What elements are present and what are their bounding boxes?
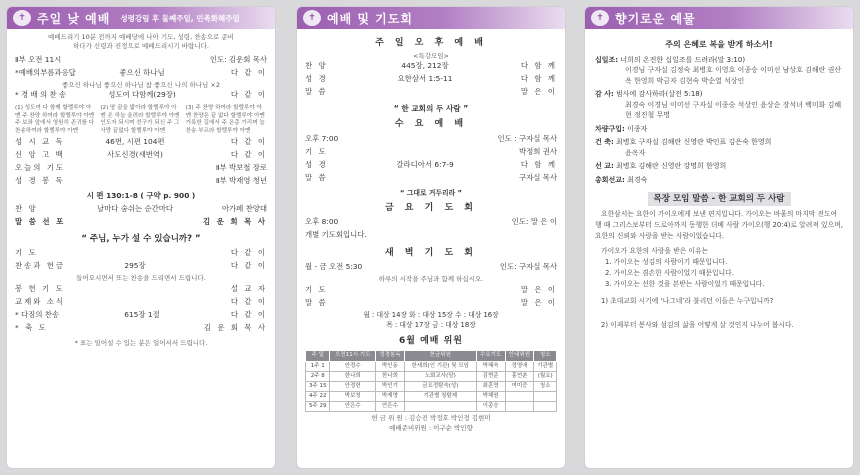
roster-cell: 3주 15 xyxy=(306,381,330,391)
program-row: * 경 배 의 찬 송 성도여 다함께(29장) 다 같 이 xyxy=(15,89,267,99)
roster-cell xyxy=(534,392,557,402)
offering-names: 최병호 김해란 신영란 강명희 한영희 xyxy=(613,162,727,171)
offering-item xyxy=(595,175,843,186)
offering-category: 차량구입: xyxy=(595,124,625,133)
church-logo-icon: ✝ xyxy=(13,10,31,26)
roster-title: 6월 예배 위원 xyxy=(399,335,463,346)
roster-cell: 한나희 xyxy=(330,371,376,381)
roster-cell: 1주 1 xyxy=(306,361,330,371)
roster-note: 예배준비위원 : 이구순 박인향 xyxy=(389,423,473,432)
roster-row xyxy=(306,381,557,391)
offering-category: 총회선교: xyxy=(595,175,625,184)
roster-cell: 박보청 xyxy=(330,392,376,402)
offering-category: 십일조: xyxy=(595,55,619,64)
roster-cell: 금요정탐숙(성) xyxy=(404,381,476,391)
program-row: 기 도 다 같 이 xyxy=(15,248,267,258)
dawn-schedule: 목 : 대상 17장 금 : 대상 18장 xyxy=(386,320,476,329)
roster-header: 주 일 xyxy=(306,350,330,361)
program-row: 말 씀 말 은 이 xyxy=(305,297,557,307)
panel-header xyxy=(585,7,853,29)
roster-cell: 정영애 xyxy=(505,361,534,371)
roster-cell: 안은수 xyxy=(376,402,405,412)
roster-cell: 홍연춘 xyxy=(505,371,534,381)
wednesday-service-title: 수 요 예 배 xyxy=(394,119,468,130)
program-row: 봉 헌 기 도 설 교 자 xyxy=(15,283,267,293)
sermon-title: “ 주님, 누가 설 수 있습니까? ” xyxy=(81,233,201,244)
panel-header xyxy=(7,7,275,29)
wed-leader: 인도 : 구자실 목사 xyxy=(497,133,557,143)
offering-names: 이종자 xyxy=(624,124,648,133)
offering-category: 선 교: xyxy=(595,162,614,171)
offering-names: 최경숙 이경님 이미선 구자실 이종승 석상인 윤상순 장석녀 백미화 김혜현 정진철 무명 xyxy=(625,100,842,120)
service-time: Ⅱ부 오전 11시 xyxy=(15,54,62,64)
roster-header: 수요기도 xyxy=(476,350,505,361)
fri-leader: 인도: 말 은 이 xyxy=(511,217,557,227)
offering-item xyxy=(595,124,843,135)
service-leader: 인도: 김운회 목사 xyxy=(209,54,267,64)
program-row: 성 경 요한삼서 1:5-11 다 함 께 xyxy=(305,74,557,84)
program-row: *예배의부름과응답 좋으신 하나님 다 같 이 xyxy=(15,67,267,77)
program-row: 성 경 갈라디아서 6:7-9 다 함 께 xyxy=(305,159,557,169)
program-row: 신 앙 고 백 사도신경(새번역) 다 같 이 xyxy=(15,150,267,160)
program-row: 기 도 박정희 권사 xyxy=(305,146,557,156)
friday-prayer-title: 금 요 기 도 회 xyxy=(384,203,477,214)
panel-subtitle: 성령강림 후 둘째주일, 민족화해주일 xyxy=(120,13,240,23)
roster-header: 성경봉독 xyxy=(376,350,405,361)
afternoon-subtitle: <특강모임> xyxy=(412,52,449,61)
reason-item: 3. 가이오는 선한 것을 본받는 사람이었기 때문입니다. xyxy=(605,279,765,288)
roster-header: 안내위원 xyxy=(505,350,534,361)
roster-cell: 안정헌 xyxy=(330,381,376,391)
offering-item xyxy=(595,137,843,158)
church-logo-icon: ✝ xyxy=(591,10,609,26)
roster-cell: 한나희 xyxy=(376,371,405,381)
offering-names: 너희의 온전한 십일조를 드려라(말 3:10) xyxy=(618,55,746,64)
roster-cell: 4주 22 xyxy=(306,392,330,402)
offering-item xyxy=(595,161,843,172)
response-text: 좋으신 하나님 좋으신 하나님 참 좋으신 나의 하나님 ×2 xyxy=(62,80,220,89)
roster-cell: 한세희(인 기관) 및 모임 xyxy=(404,361,476,371)
intro-text: 예배드리기 10분 전까지 예배당에 나아 기도, 성령, 찬송으로 준비하다가 신령과 진정으로 예배드리시기 바랍니다. xyxy=(48,33,234,50)
roster-table xyxy=(305,350,557,413)
fri-note: 개별 기도회입니다. xyxy=(305,230,367,240)
offering-names: 최경숙 xyxy=(624,175,648,184)
program-row: 오늘의 기도 Ⅱ부 박보철 장로 xyxy=(15,163,267,173)
roster-cell: 2주 8 xyxy=(306,371,330,381)
roster-cell: 안은수 xyxy=(330,402,376,412)
scripture-reference: 시 편 130:1-8 ( 구약 p. 900 ) xyxy=(86,191,196,201)
lyrics-verse: (3) 주 찬양 하여라 할렐루야 아멘 찬양은 끝 없다 할렐루야 아멘 거룩한 길에서 주 은총 기리며 늘 찬송 부르라 할렐루야 아멘 xyxy=(185,104,265,134)
panel-title: 주일 낮 예배 xyxy=(37,11,111,26)
roster-row xyxy=(306,402,557,412)
roster-cell: 청소 xyxy=(534,381,557,391)
reasons-intro: 가이오가 요한의 사랑을 받은 이유는 xyxy=(601,247,709,256)
afternoon-sermon-title: “ 한 교회의 두 사람 ” xyxy=(393,104,469,114)
offering-heading: 주의 은혜로 복을 받게 하소서! xyxy=(665,40,773,49)
roster-cell: 이종승 xyxy=(476,402,505,412)
roster-row xyxy=(306,392,557,402)
program-row: 찬송과 헌금 295장 다 같 이 xyxy=(15,261,267,271)
dawn-note: 하루의 시작을 주님과 함께 하십시오. xyxy=(378,275,484,284)
program-row: * 다짐의 찬송 615장 1절 다 같 이 xyxy=(15,309,267,319)
offering-names: 윤옥자 xyxy=(625,148,646,157)
offering-item xyxy=(595,55,843,87)
roster-cell: 박인기 xyxy=(376,381,405,391)
program-row: 말 씀 구자실 목사 xyxy=(305,172,557,182)
small-group-title: 목장 모임 말씀 - 한 교회의 두 사람 xyxy=(595,193,843,205)
roster-cell: 기관별 xyxy=(534,361,557,371)
footnote: * 표는 일어설 수 있는 분은 일어서서 드립니다. xyxy=(74,338,208,347)
program-row: 말 씀 선 포 김 운 회 목 사 xyxy=(15,216,267,226)
offering-list xyxy=(595,55,843,186)
panel-title: 예배 및 기도회 xyxy=(327,11,413,26)
dawn-leader: 인도: 구자실 목사 xyxy=(499,262,557,272)
lyrics-verse: (1) 성도여 다 함께 할렐루야 아멘 주 찬양 하여라 할렐루야 아멘 주 보좌 앞에서 영원히 존귀를 다 찬송하여라 할렐루야 아멘 xyxy=(15,104,95,134)
roster-cell: 기관별 청탐제 xyxy=(404,392,476,402)
program-row: 성 경 봉 독 Ⅱ부 박재영 청년 xyxy=(15,176,267,186)
roster-cell xyxy=(534,402,557,412)
dawn-prayer-title: 새 벽 기 도 회 xyxy=(384,248,477,259)
reason-item: 2. 가이오는 겸손한 사람이었기 때문입니다. xyxy=(605,268,734,277)
church-logo-icon: ✝ xyxy=(303,10,321,26)
program-row: 교제와 소식 다 같 이 xyxy=(15,296,267,306)
offering-names: 범사에 감사하라(살전 5:18) xyxy=(613,90,703,99)
roster-cell xyxy=(505,392,534,402)
discussion-question: 2) 이제부터 봉사와 섬김의 삶을 어떻게 살 것인지 나누어 봅시다. xyxy=(601,321,794,330)
roster-cell: 박혜숙 xyxy=(476,361,505,371)
offering-names: 이경님 구자실 김정숙 최병호 이영호 이종승 이미선 남상호 김해란 권산옥 한영희 박금자 김현숙 박순열 석상인 xyxy=(625,66,842,85)
dawn-schedule: 월 : 대상 14장 화 : 대상 15장 수 : 대상 16장 xyxy=(363,310,499,319)
offering-note: 들어오시면서 또는 찬송을 드리면서 드립니다. xyxy=(76,274,206,283)
offering-names: 최병호 구자실 김해란 신영란 박인표 김은숙 한영희 xyxy=(613,138,772,147)
program-row: * 축 도 김 운 회 목 사 xyxy=(15,322,267,332)
program-row: 말 씀 말 은 이 xyxy=(305,87,557,97)
reason-item: 1. 가이오는 성김의 사람이기 때문입니다. xyxy=(605,257,728,266)
roster-row xyxy=(306,371,557,381)
roster-cell xyxy=(404,402,476,412)
afternoon-service-title: 주 일 오 후 예 배 xyxy=(375,38,487,48)
roster-cell: 여미증 xyxy=(505,381,534,391)
roster-cell: 안정수 xyxy=(330,361,376,371)
dawn-time: 월 - 금 오전 5:30 xyxy=(305,262,363,272)
wed-time: 오후 7:00 xyxy=(305,133,339,143)
hymn-lyrics xyxy=(15,105,267,135)
panel-header xyxy=(297,7,565,29)
study-paragraph: 요한삼서는 요한이 가이오에게 보낸 편지입니다. 가이오는 바울의 마지막 전도여행 때 그리스보부터 드로아까지 동행한 더베 사람 가이오(행 20:4)로 알려져 있으며, 요한의 신뢰와 사랑을 받는 사람이었습니다. xyxy=(595,210,843,241)
panel-offerings xyxy=(584,6,854,469)
panel-worship-prayer xyxy=(296,6,566,469)
roster-cell xyxy=(505,402,534,412)
roster-cell: 노회교사(담) xyxy=(404,371,476,381)
roster-row xyxy=(306,361,557,371)
discussion-question: 1) 초대교회 시기에 ‘나그네’라 불리던 이들은 누구입니까? xyxy=(601,296,774,305)
roster-cell: 최혼영 xyxy=(476,381,505,391)
roster-cell: 박인동 xyxy=(376,361,405,371)
roster-header: 청소 xyxy=(534,350,557,361)
roster-header: 헌금위원 xyxy=(404,350,476,361)
offering-category: 건 축: xyxy=(595,138,614,147)
offering-item xyxy=(595,89,843,121)
program-row: 성 시 교 독 46번, 시편 104편 다 같 이 xyxy=(15,137,267,147)
roster-cell: 5주 29 xyxy=(306,402,330,412)
roster-cell: (월요) xyxy=(534,371,557,381)
offering-category: 감 사: xyxy=(595,90,614,99)
roster-cell: 박혜원 xyxy=(476,392,505,402)
wednesday-sermon-title: “ 그대로 거두리라 ” xyxy=(400,188,462,197)
roster-cell: 김현준 xyxy=(476,371,505,381)
panel-title: 향기로운 예물 xyxy=(615,11,696,26)
program-row: 찬 양 445장, 212장 다 함 께 xyxy=(305,61,557,71)
lyrics-verse: (2) 땅 끝을 밟아라 할렐루야 아멘 온 하늘 울려라 할렐루야 아멘 인도자 되시며 친구가 되신 주 그 사랑 끝없다 할렐루야 아멘 xyxy=(100,104,180,134)
program-row: 찬 양 날마다 숨쉬는 순간마다 아가페 찬양대 xyxy=(15,203,267,213)
program-row: 기 도 말 은 이 xyxy=(305,284,557,294)
roster-cell: 박재영 xyxy=(376,392,405,402)
roster-header: 오전11시 기도 xyxy=(330,350,376,361)
roster-note: 헌 금 위 원 : 김승진 박정호 박인정 김현미 xyxy=(371,414,491,423)
fri-time: 오후 8:00 xyxy=(305,217,339,227)
panel-sunday-service xyxy=(6,6,276,469)
